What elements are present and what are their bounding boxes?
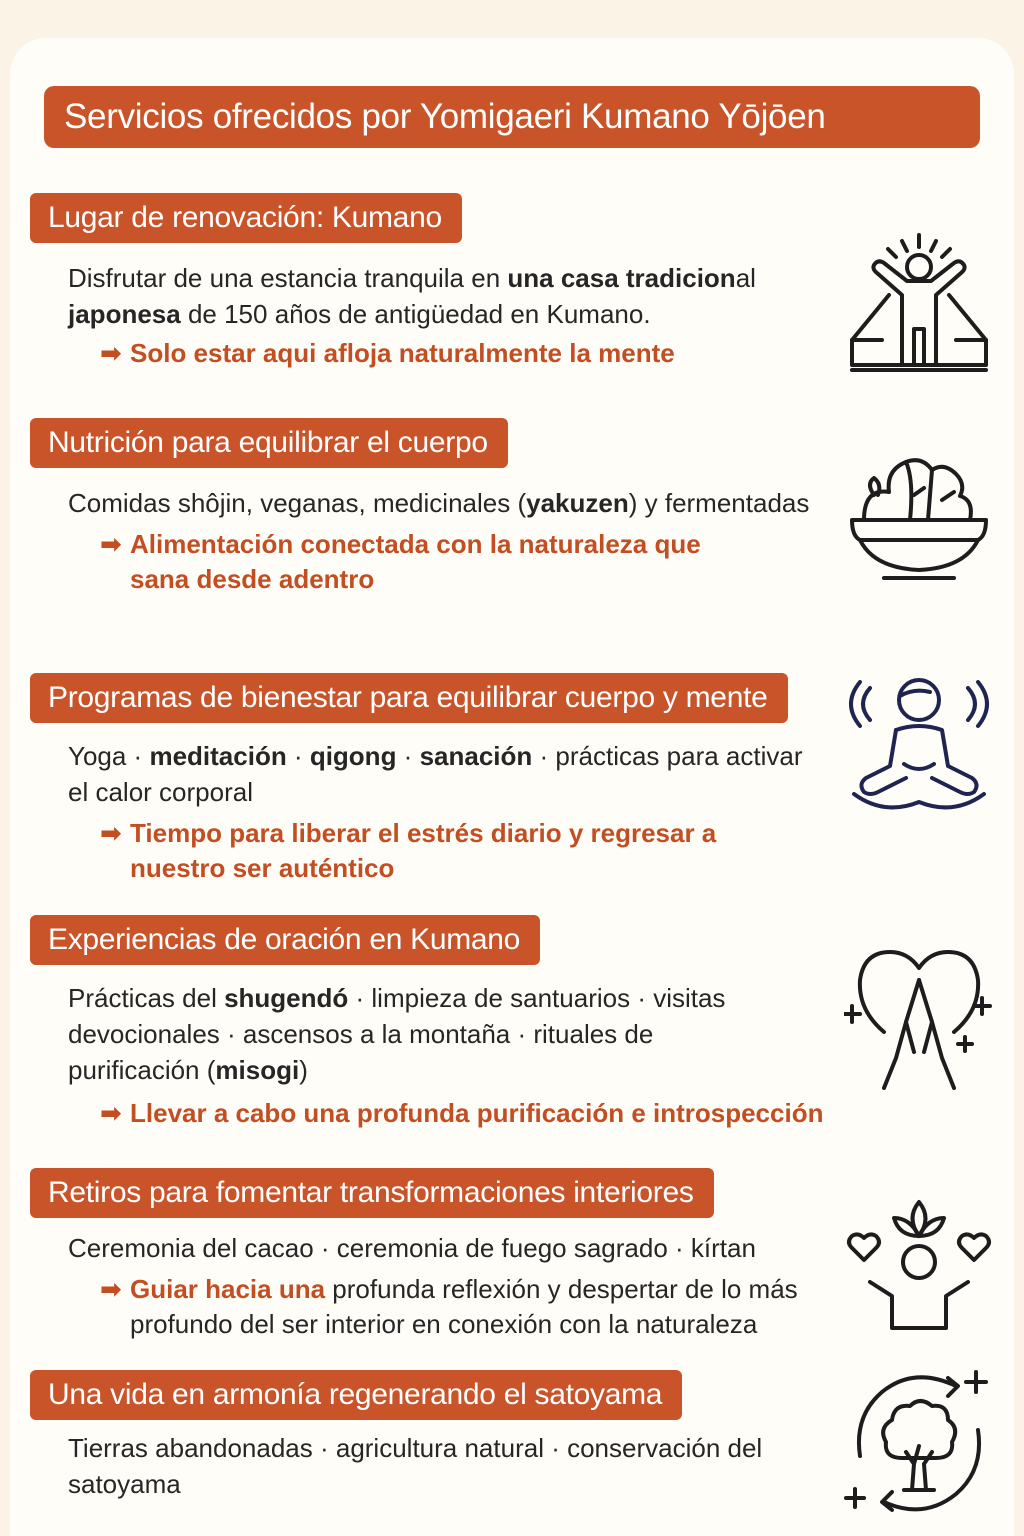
text-segment: · limpieza de santuarios · visitas devocionales · ascensos a la montaña · rituales de purificación ( xyxy=(68,983,726,1085)
text-segment: Tierras abandonadas · agricultura natural · conservación del satoyama xyxy=(68,1433,763,1499)
bold-term: misogi xyxy=(215,1055,300,1085)
bold-term: meditación xyxy=(149,741,287,771)
arrow-right-icon: ➡ xyxy=(100,1098,122,1128)
benefit-text: profunda reflexión y despertar de lo más profundo del ser interior en conexión con la naturaleza xyxy=(130,1274,798,1339)
section-benefit xyxy=(100,816,770,886)
section-description xyxy=(68,738,828,810)
benefit-text: Llevar a cabo una profunda purificación e introspección xyxy=(130,1098,824,1128)
arrow-right-icon: ➡ xyxy=(100,529,122,559)
section-benefit xyxy=(100,1096,900,1131)
text-segment: al xyxy=(735,263,756,293)
section-benefit xyxy=(100,1272,870,1342)
section-benefit xyxy=(100,336,890,371)
section-heading: Programas de bienestar para equilibrar cuerpo y mente xyxy=(30,673,788,723)
text-segment: Comidas shôjin, veganas, medicinales ( xyxy=(68,488,527,518)
section-heading: Lugar de renovación: Kumano xyxy=(30,193,462,243)
arrow-right-icon: ➡ xyxy=(100,338,122,368)
arrow-right-icon: ➡ xyxy=(100,818,122,848)
arrow-right-icon: ➡ xyxy=(100,1274,122,1304)
text-segment: Yoga · xyxy=(68,741,150,771)
section-description xyxy=(68,1230,828,1266)
bold-term: yakuzen xyxy=(526,488,629,518)
text-segment: de 150 años de antigüedad en Kumano. xyxy=(180,299,651,329)
text-segment: · xyxy=(396,741,420,771)
text-segment: Disfrutar de una estancia tranquila en xyxy=(68,263,508,293)
text-segment: · xyxy=(286,741,310,771)
benefit-text: Alimentación conectada con la naturaleza que sana desde adentro xyxy=(130,529,701,594)
bold-term: qigong xyxy=(309,741,397,771)
section-description xyxy=(68,980,728,1088)
text-segment: · prácticas para activar el calor corporal xyxy=(68,741,803,807)
person-house-icon xyxy=(844,225,994,375)
praying-hands-heart-icon xyxy=(844,940,994,1090)
bold-term: sanación xyxy=(419,741,533,771)
benefit-text: Guiar hacia una xyxy=(130,1274,326,1304)
salad-bowl-icon xyxy=(844,440,994,590)
page-title: Servicios ofrecidos por Yomigaeri Kumano Yōjōen xyxy=(44,86,980,148)
section-heading: Una vida en armonía regenerando el satoyama xyxy=(30,1370,682,1420)
section-heading: Experiencias de oración en Kumano xyxy=(30,915,540,965)
benefit-text: Solo estar aqui afloja naturalmente la mente xyxy=(130,338,675,368)
bold-term: shugendó xyxy=(224,983,349,1013)
bold-term: una casa tradicion xyxy=(507,263,736,293)
section-description xyxy=(68,260,828,332)
tree-cycle-icon xyxy=(844,1368,994,1518)
section-benefit xyxy=(100,527,750,597)
lotus-person-hearts-icon xyxy=(844,1192,994,1342)
section-heading: Retiros para fomentar transformaciones interiores xyxy=(30,1168,714,1218)
text-segment: ) y fermentadas xyxy=(628,488,810,518)
section-heading: Nutrición para equilibrar el cuerpo xyxy=(30,418,508,468)
bold-term: japonesa xyxy=(68,299,181,329)
text-segment: ) xyxy=(299,1055,308,1085)
benefit-text: Tiempo para liberar el estrés diario y regresar a nuestro ser auténtico xyxy=(130,818,717,883)
section-description xyxy=(68,1430,798,1502)
meditation-icon xyxy=(844,668,994,818)
section-description xyxy=(68,485,828,521)
text-segment: Ceremonia del cacao · ceremonia de fuego sagrado · kírtan xyxy=(68,1233,756,1263)
text-segment: Prácticas del xyxy=(68,983,225,1013)
